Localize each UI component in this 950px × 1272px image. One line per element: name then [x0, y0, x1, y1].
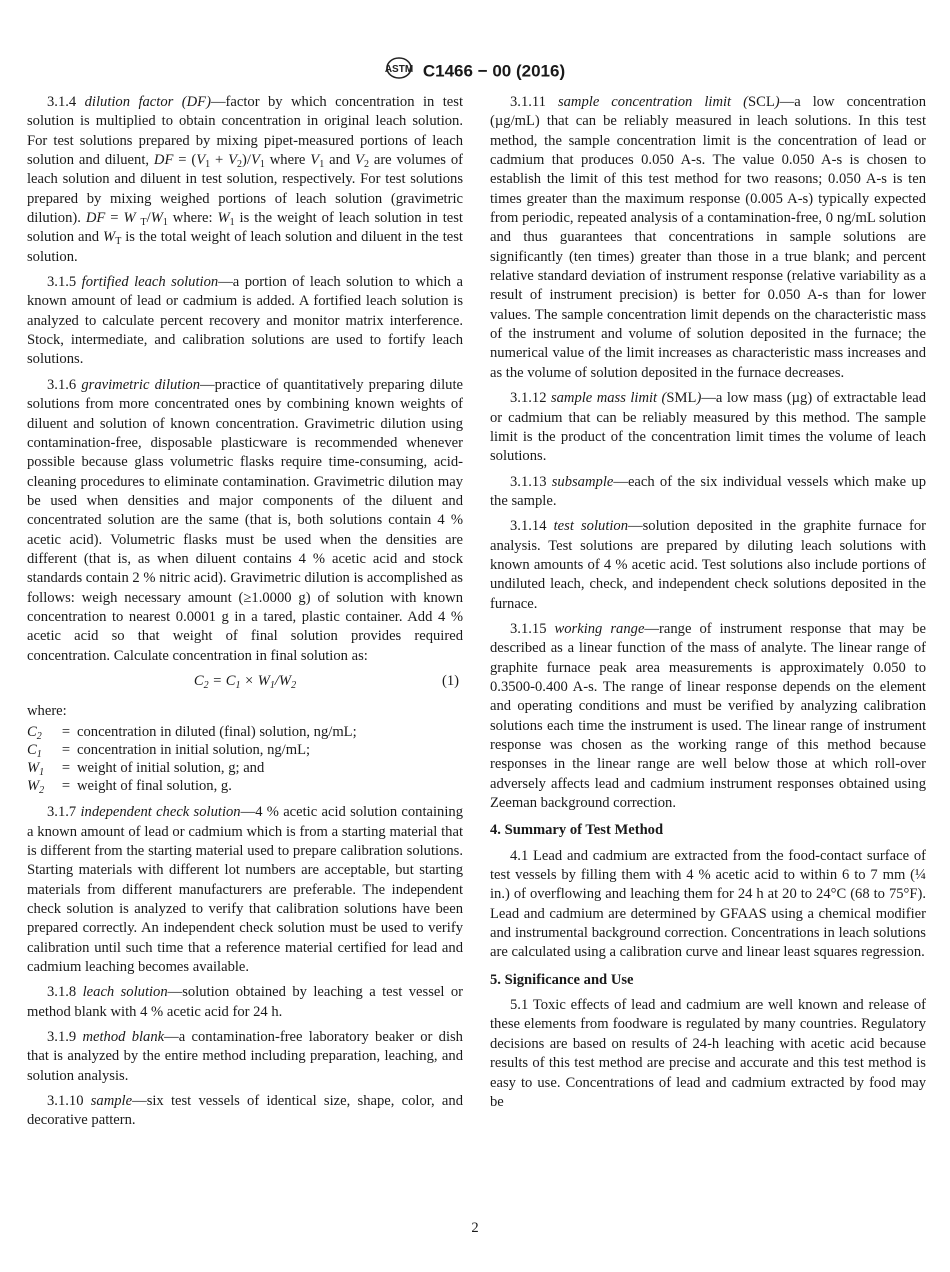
symbol-description: concentration in initial solution, ng/mL;	[77, 742, 311, 759]
text-run: 3.1.6	[47, 376, 82, 393]
subscript: 1	[36, 749, 42, 761]
italic-term: sample	[90, 1093, 133, 1110]
paragraph	[27, 93, 463, 267]
text-run: ×	[240, 672, 258, 689]
symbol	[27, 723, 55, 741]
text-run: —each of the six individual vessels which make up the sample.	[490, 473, 926, 509]
italic-term: W	[103, 229, 116, 246]
italic-term: fortified leach solution	[81, 274, 219, 291]
paragraph	[490, 620, 926, 813]
section-5-body	[490, 996, 926, 1112]
paragraph	[27, 803, 463, 977]
equation-1	[27, 672, 463, 694]
symbol-letter: W	[27, 760, 40, 777]
symbol	[27, 777, 55, 795]
subscript: 1	[235, 679, 241, 691]
text-run: 3.1.8	[47, 984, 83, 1001]
italic-term: working range	[554, 620, 645, 637]
left-column	[27, 93, 463, 1137]
text-run: =	[208, 672, 226, 689]
equals-sign: =	[61, 742, 71, 759]
paragraph	[27, 376, 463, 666]
italic-term: )	[696, 390, 702, 407]
paragraph	[27, 273, 463, 370]
text-run: 3.1.15	[510, 620, 555, 637]
paragraph	[490, 996, 926, 1112]
italic-term: V	[196, 152, 206, 169]
subscript: 1	[205, 159, 211, 171]
italic-term: )	[774, 94, 780, 110]
text-run: 3.1.14	[510, 518, 554, 535]
where-label: where:	[27, 702, 67, 719]
text-run: —factor by which concentration in test solution is multiplied to obtain concentration in original leach solution. For test solutions prepared by mixing pipet-measured portions of leach solution and diluent,	[27, 94, 463, 169]
text-run: —4 % acetic acid solution containing a known amount of lead or cadmium which is from a starting material that is different from the starting material used to prepare calibration solutions. Starting materials with different lot numbers are acceptable, but starting materials from different manufacturers are preferable. The independent check solution is analyzed to verify that calibration solutions have been prepared correctly. An independent check solution must be used to verify calibration until such time that a reference material certified for lead and cadmium leaching becomes available.	[27, 804, 463, 976]
symbol-description: weight of initial solution, g; and	[77, 760, 265, 777]
paragraph	[27, 1028, 463, 1086]
subscript: 2	[291, 679, 297, 691]
italic-term: leach solution	[82, 984, 168, 1001]
text-run: —a portion of leach solution to which a known amount of lead or cadmium is added. A fortified leach solution is analyzed to calculate percent recovery and monitor matrix interference. Stock, intermediate, and calibration solutions are used to fortify leach solutions.	[27, 274, 463, 368]
text-run: =	[105, 210, 124, 227]
italic-term: W	[150, 210, 163, 227]
subscript: 1	[162, 217, 168, 229]
paragraph	[490, 389, 926, 466]
section-4-heading: 4. Summary of Test Method	[490, 822, 664, 839]
italic-term: W	[123, 210, 141, 227]
where-item	[27, 777, 463, 795]
text-run: —solution deposited in the graphite furnace for analysis. Test solutions are prepared by diluting leach solutions with known amounts of 4 % acetic acid. Test solutions also include portions of undiluted leach, check, and independent check solutions deposited in the furnace.	[490, 518, 927, 612]
symbol	[27, 741, 55, 759]
definitions-part3	[490, 93, 926, 813]
text-run: 4.1 Lead and cadmium are extracted from the food-contact surface of test vessels by filling them with 4 % acetic acid to within 6 to 7 mm (¼ in.) of overflowing and leaching them for 24 h at 20 to 24°C (68 to 75°F). Lead and cadmium are determined by GFAAS using a chemical modifier and instrumental background correction. Concentrations in leach solutions are calculated using a calibration curve and linear least squares regression.	[490, 847, 926, 961]
text-run: where:	[167, 210, 218, 227]
text-run: is the weight of leach solution in test solution and	[27, 210, 463, 246]
italic-term: DF	[153, 152, 174, 169]
text-run: —a low concentration (µg/mL) that can be reliably measured in leach solutions. In this test method, the sample concentration limit is the concentration of lead or cadmium that produces 0.050 A-s. The value 0.050 A-s is chosen to establish the limit of this test method for two reasons; 0.050 A-s is ten times greater than the maximum response (0.005 A-s) typically expected from periodic, repeated analysis of a contamination-free, 0 ng/mL solution and thus guarantees that concentrations in sample solutions are significantly (ten times) greater than those in a true blank; and percent relative standard deviation of instrument response (relative variability as a result of instrument precision) is better for 0.050 A-s than for lower values. The sample concentration limit depends on the characteristic mass of the instrument and volume of solution deposited in the furnace; the numerical value of the limit increases as characteristic mass increases and as the volume of solution deposited in the furnace decreases.	[490, 94, 927, 381]
italic-term: subsample	[551, 473, 614, 490]
italic-term: V	[228, 152, 238, 169]
subscript: 2	[36, 731, 42, 743]
definitions-part1	[27, 93, 463, 666]
italic-term: W	[217, 210, 230, 227]
paragraph	[490, 473, 926, 512]
equals-sign: =	[61, 778, 71, 795]
text-run: 3.1.9	[47, 1029, 83, 1046]
definitions-part2	[27, 803, 463, 1131]
text-run: SML	[666, 390, 697, 407]
symbol-description: concentration in diluted (final) solution, ng/mL;	[77, 724, 357, 741]
symbol-description: weight of final solution, g.	[77, 778, 232, 795]
text-run: —solution obtained by leaching a test vessel or method blank with 4 % acetic acid for 24 h.	[27, 984, 463, 1020]
text-run: )/	[242, 152, 251, 169]
subscript: 1	[229, 217, 235, 229]
text-run: and	[324, 152, 356, 169]
text-run: where	[264, 152, 311, 169]
text-run: 3.1.12	[510, 390, 551, 407]
subscript: 2	[203, 679, 209, 691]
section-5-heading: 5. Significance and Use	[490, 971, 634, 988]
equals-sign: =	[61, 760, 71, 777]
italic-term: W	[257, 672, 270, 689]
subscript: 1	[39, 767, 45, 779]
text-run: 3.1.11	[510, 94, 558, 110]
italic-term: gravimetric dilution	[81, 376, 201, 393]
paragraph	[490, 847, 926, 963]
text-run: —a contamination-free laboratory beaker or dish that is analyzed by the entire method including preparation, leaching, and solution analysis.	[27, 1029, 463, 1084]
right-column	[490, 93, 926, 1118]
page-header	[0, 56, 950, 87]
section-4-body	[490, 847, 926, 963]
text-run: = (	[173, 152, 197, 169]
text-run: +	[210, 152, 229, 169]
italic-term: method blank	[82, 1029, 165, 1046]
subscript: 2	[39, 785, 45, 797]
text-run: 3.1.10	[47, 1093, 91, 1110]
symbol-letter: W	[27, 778, 40, 795]
equation-number: (1)	[441, 672, 459, 689]
symbol-letter: C	[27, 724, 37, 741]
subscript: 2	[363, 159, 369, 171]
text-run: is the total weight of leach solution and diluent in the test solution.	[27, 229, 463, 265]
italic-term: sample concentration limit (	[557, 94, 748, 110]
text-run: /	[274, 672, 279, 689]
text-run: —range of instrument response that may be described as a linear function of the mass of analyte. The linear range of graphite furnace peak area measurements is approximately 0.050 to 0.3500-0.400 A-s. The range of linear response depends on the element and operating conditions and must be verified by analyzing calibration solutions each time the instrument is used. The linear range of instrument response was chosen as the working range of this method because responses in the linear range are well below those at which roll-over adversely affects lead and cadmium instrument responses obtained using Zeeman background correction.	[490, 620, 926, 812]
standard-designation: C1466 − 00 (2016)	[422, 61, 566, 81]
symbol	[27, 759, 55, 777]
equation-body	[194, 673, 296, 689]
italic-term: C	[193, 672, 204, 689]
italic-term: V	[310, 152, 320, 169]
text-run: /	[146, 210, 151, 227]
italic-term: dilution factor (DF)	[84, 94, 211, 110]
text-run: —six test vessels of identical size, shape, color, and decorative pattern.	[27, 1093, 463, 1129]
text-run: 5.1 Toxic effects of lead and cadmium are well known and release of these elements from foodware is regulated by many countries. Regulatory decisions are based on results of 24-h leaching with acetic acid because results of this test method are precise and accurate and this test method is easy to use. Concentrations of lead and cadmium extracted by food may be	[490, 997, 926, 1110]
paragraph	[490, 517, 926, 614]
where-item	[27, 741, 463, 759]
text-run: —a low mass (µg) of extractable lead or cadmium that can be reliably measured by this method. The sample limit is the product of the concentration limit times the volume of leach solutions.	[490, 390, 926, 465]
subscript: 1	[269, 679, 275, 691]
subscript: T	[140, 217, 147, 229]
italic-term: C	[225, 672, 236, 689]
svg-text:ASTM: ASTM	[384, 64, 413, 75]
paragraph	[27, 1092, 463, 1131]
where-list	[27, 723, 463, 795]
text-run: SCL	[747, 94, 775, 110]
italic-term: W	[278, 672, 292, 689]
italic-term: V	[250, 152, 260, 169]
subscript: 1	[319, 159, 325, 171]
subscript: 2	[237, 159, 243, 171]
text-run: —practice of quantitatively preparing dilute solutions from more concentrated ones by combining known weights of diluent and solution of known concentration. Gravimetric dilution using contamination-free, disposable plasticware is recommended whenever possible because glass volumetric flasks require time-consuming, acid-cleaning procedures to eliminate contamination. Gravimetric dilution may be used when densities and major components of the diluent and concentrated solution are the same (that is, both solutions contain 4 % acetic acid). Volumetric flasks must be used when the densities are different (that is, as when diluent contains 4 % acetic acid and stock standards contain 2 % nitric acid). Gravimetric dilution is accomplished as follows: weigh necessary amount (≥1.0000 g) of solution with known concentration to nearest 0.0001 g in a tared, plastic container. Add 4 % acetic acid so that weight of final solution provides required concentration. Calculate concentration in final solution as:	[27, 376, 463, 664]
text-run: 3.1.4	[47, 94, 85, 110]
paragraph	[27, 983, 463, 1022]
text-run: 3.1.7	[47, 804, 81, 821]
subscript: 1	[259, 159, 265, 171]
text-run: are volumes of leach solution and diluent in test solution, respectively. For test solutions prepared by mixing weighed portions of leach solution (gravimetric dilution).	[27, 152, 464, 227]
italic-term: test solution	[553, 518, 629, 535]
paragraph	[490, 93, 926, 383]
text-run: 3.1.13	[510, 473, 552, 490]
italic-term: independent check solution	[80, 804, 241, 821]
page-number: 2	[471, 1220, 479, 1236]
italic-term: DF	[85, 210, 106, 227]
where-item	[27, 723, 463, 741]
astm-logo-icon	[385, 56, 413, 87]
equals-sign: =	[61, 724, 71, 741]
italic-term: sample mass limit (	[550, 390, 667, 407]
symbol-letter: C	[27, 742, 37, 759]
where-item	[27, 759, 463, 777]
italic-term: V	[355, 152, 364, 169]
subscript: T	[115, 236, 122, 248]
text-run: 3.1.5	[47, 274, 82, 291]
